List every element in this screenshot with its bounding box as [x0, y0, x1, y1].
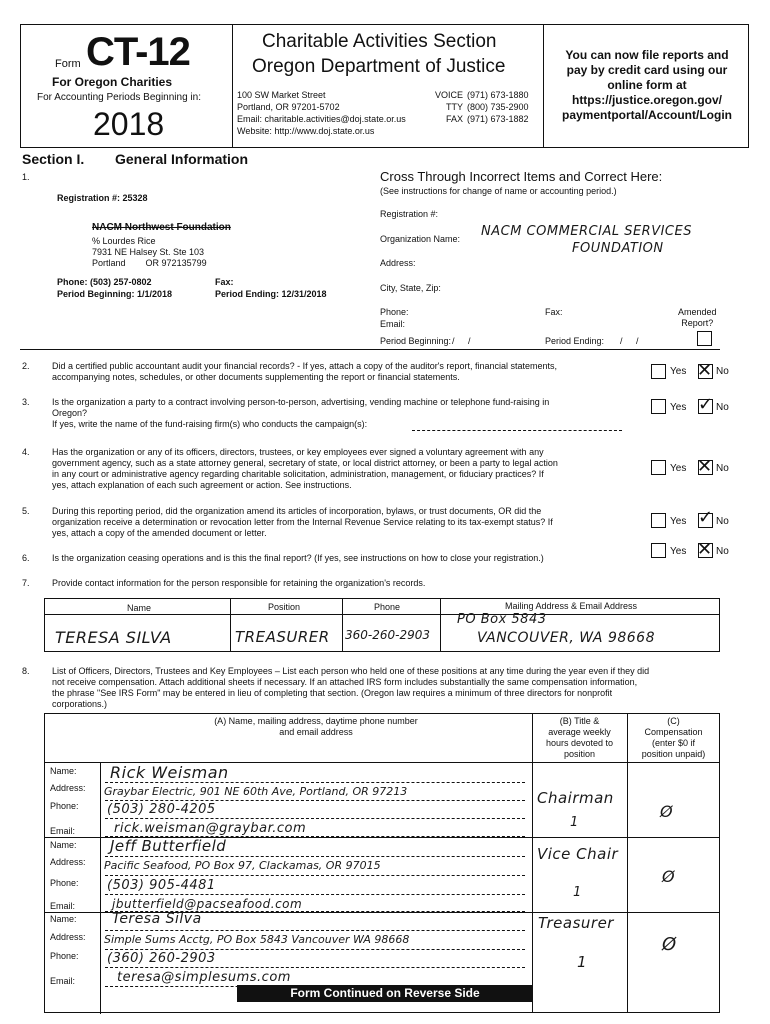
q2-yes-checkbox[interactable]: [651, 364, 666, 379]
section1-divider: [20, 349, 720, 350]
q2-yes-label: Yes: [670, 366, 687, 377]
cross-through-title: Cross Through Incorrect Items and Correct Here:: [380, 169, 663, 184]
q4-number: 4.: [22, 447, 30, 457]
q3-number: 3.: [22, 397, 30, 407]
correction-phone-label: Phone:: [380, 307, 409, 317]
q6-no-check-mark: ✕: [697, 539, 713, 560]
officer1-address[interactable]: Graybar Electric, 901 NE 60th Ave, Portland, OR 97213: [104, 785, 408, 798]
item-1-number: 1.: [22, 172, 30, 182]
records-table-col-2: [342, 598, 343, 652]
registration-number: Registration #: 25328: [57, 193, 148, 203]
contact-numbers: (971) 673-1880 (800) 735-2900 (971) 673-1882: [467, 90, 529, 124]
officer1-phone-line: [105, 818, 525, 819]
officer2-title[interactable]: Vice Chair: [537, 845, 619, 863]
department-title: Oregon Department of Justice: [252, 56, 506, 77]
period-begin-slash-1: /: [452, 336, 455, 346]
q7-text: Provide contact information for the person responsible for retaining the organization's records.: [52, 578, 426, 588]
officer2-email[interactable]: jbutterfield@pacseafood.com: [112, 897, 303, 911]
q3-text: Is the organization a party to a contract involving person-to-person, advertising, vending machine or telephone fund-raising in Oregon? If yes, write the name of the fund-raising firm(s) who conducts the campaign(s):: [52, 397, 550, 429]
header-divider-2: [543, 24, 544, 148]
officer2-phone-line: [105, 894, 525, 895]
q5-no-label: No: [716, 516, 729, 527]
officer1-address-line: [105, 800, 525, 801]
officer1-name-label: Name:: [50, 766, 77, 776]
section-title: Charitable Activities Section: [262, 31, 497, 52]
correction-fax-label: Fax:: [545, 307, 563, 317]
records-header-name: Name: [127, 603, 152, 613]
correction-org-name-line2[interactable]: FOUNDATION: [572, 241, 664, 256]
officer1-title[interactable]: Chairman: [537, 789, 614, 807]
col-c-header: (C) Compensation (enter $0 if position unpaid): [641, 716, 706, 759]
header-divider-1: [232, 24, 233, 148]
officer3-title[interactable]: Treasurer: [538, 914, 614, 932]
online-filing-notice: You can now file reports and pay by credit card using our online form at https://justice.oregon.gov/ paymentportal/Account/Login: [547, 48, 747, 123]
correction-registration-label: Registration #:: [380, 209, 439, 219]
q8-number: 8.: [22, 666, 30, 676]
officer1-name[interactable]: Rick Weisman: [110, 763, 229, 782]
correction-email-label: Email:: [380, 319, 406, 329]
officer3-hours[interactable]: 1: [577, 953, 588, 971]
officer1-phone-label: Phone:: [50, 801, 79, 811]
records-table-col-3: [440, 598, 441, 652]
officer1-email-label: Email:: [50, 826, 76, 836]
officer2-name[interactable]: Jeff Butterfield: [110, 837, 227, 855]
q6-yes-label: Yes: [670, 546, 687, 557]
officer3-compensation[interactable]: Ø: [662, 934, 677, 955]
records-header-address: Mailing Address & Email Address: [505, 601, 638, 611]
officer3-phone[interactable]: (360) 260-2903: [107, 951, 216, 966]
officer1-name-line: [105, 782, 525, 783]
continued-banner: Form Continued on Reverse Side: [237, 985, 533, 1002]
amended-report-label: Amended Report?: [678, 307, 717, 328]
q7-number: 7.: [22, 578, 30, 588]
section-label: Section I.: [22, 151, 85, 167]
officer1-compensation[interactable]: Ø: [660, 802, 674, 821]
cross-through-subtitle: (See instructions for change of name or accounting period.): [380, 186, 617, 196]
q4-no-label: No: [716, 463, 729, 474]
form-year: 2018: [93, 106, 165, 142]
officer2-hours[interactable]: 1: [573, 885, 582, 900]
period-end-slash-2: /: [636, 336, 639, 346]
correction-period-begin-label: Period Beginning:: [380, 336, 452, 346]
amended-report-checkbox[interactable]: [697, 331, 712, 346]
officer3-name-line: [105, 930, 525, 931]
officer3-name-label: Name:: [50, 914, 77, 924]
officer3-address-line: [105, 949, 525, 950]
q3-fundraising-firm-line[interactable]: [412, 430, 622, 431]
accounting-periods-label: For Accounting Periods Beginning in:: [37, 92, 201, 103]
correction-period-end-label: Period Ending:: [545, 336, 605, 346]
correction-org-name-label: Organization Name:: [380, 234, 461, 244]
online-filing-link[interactable]: https://justice.oregon.gov/: [571, 93, 722, 107]
records-contact-position[interactable]: TREASURER: [235, 628, 330, 646]
q5-yes-label: Yes: [670, 516, 687, 527]
q4-yes-checkbox[interactable]: [651, 460, 666, 475]
q5-no-check-mark: ✓: [698, 507, 714, 528]
officer2-name-label: Name:: [50, 840, 77, 850]
officer2-phone-label: Phone:: [50, 878, 79, 888]
q2-text: Did a certified public accountant audit your financial records? - If yes, attach a copy of the auditor's report, financial statements, accompanying notes, schedules, or other documents supplementing the report or financial statements.: [52, 361, 557, 382]
q3-no-check-mark: ✓: [698, 394, 714, 415]
q6-no-label: No: [716, 546, 729, 557]
section-heading: General Information: [115, 151, 249, 167]
q6-yes-checkbox[interactable]: [651, 543, 666, 558]
q3-yes-label: Yes: [670, 402, 687, 413]
records-contact-name[interactable]: TERESA SILVA: [55, 628, 172, 647]
officer2-address[interactable]: Pacific Seafood, PO Box 97, Clackamas, OR 97015: [104, 859, 381, 872]
officer3-email-label: Email:: [50, 976, 76, 986]
q2-no-label: No: [716, 366, 729, 377]
org-name-crossed: NACM Northwest Foundation: [92, 222, 231, 233]
q2-number: 2.: [22, 361, 30, 371]
doj-address: 100 SW Market Street Portland, OR 97201-5702 Email: charitable.activities@doj.state.or.us Website: http://www.doj.state.or.us: [237, 90, 406, 136]
records-table-col-1: [230, 598, 231, 652]
officer3-address-label: Address:: [50, 932, 86, 942]
officer3-address[interactable]: Simple Sums Acctg, PO Box 5843 Vancouver WA 98668: [104, 933, 410, 946]
q5-text: During this reporting period, did the organization amend its articles of incorporation, bylaws, or trust documents, OR did the organization receive a determination or revocation letter from the Internal Revenue Service relating to its tax-exempt status? If yes, attach a copy of the amended document or letter.: [52, 506, 553, 538]
form-code: CT-12: [86, 30, 190, 74]
officer3-email[interactable]: teresa@simplesums.com: [117, 970, 291, 985]
records-contact-address-2[interactable]: VANCOUVER, WA 98668: [477, 630, 655, 646]
records-header-phone: Phone: [374, 602, 401, 612]
correction-address-label: Address:: [380, 258, 416, 268]
q4-text: Has the organization or any of its officers, directors, trustees, or key employees ever signed a voluntary agreement with any government agency, such as a state attorney general, secretary of state, or local district attorney, or been a party to legal action in any court or administrative agency regarding charitable solicitation, administration, management, or fiduciary practices? If yes, attach explanation of each such agreement or action. See instructions.: [52, 447, 558, 490]
q2-no-check-mark: ✕: [697, 360, 713, 381]
officer1-hours[interactable]: 1: [570, 815, 579, 830]
q5-yes-checkbox[interactable]: [651, 513, 666, 528]
q3-yes-checkbox[interactable]: [651, 399, 666, 414]
q5-number: 5.: [22, 506, 30, 516]
for-oregon-charities: For Oregon Charities: [52, 75, 173, 89]
q4-no-check-mark: ✕: [697, 456, 713, 477]
records-contact-address-1[interactable]: PO Box 5843: [457, 612, 547, 627]
records-header-position: Position: [268, 602, 301, 612]
col-b-header: (B) Title & average weekly hours devoted to position: [545, 716, 614, 759]
officer1-email[interactable]: rick.weisman@graybar.com: [114, 821, 307, 836]
officer2-email-label: Email:: [50, 901, 76, 911]
records-contact-phone[interactable]: 360-260-2903: [345, 628, 431, 642]
period-end-slash-1: /: [620, 336, 623, 346]
period-begin-slash-2: /: [468, 336, 471, 346]
contact-labels: VOICE TTY FAX: [434, 90, 463, 124]
form-word: Form: [55, 58, 81, 70]
officer2-phone[interactable]: (503) 905-4481: [107, 878, 216, 893]
org-fax-period-end: Fax: Period Ending: 12/31/2018: [215, 277, 327, 299]
officer3-phone-line: [105, 967, 525, 968]
q6-number: 6.: [22, 553, 30, 563]
officer3-name[interactable]: Teresa Silva: [112, 911, 202, 927]
correction-org-name-line1[interactable]: NACM COMMERCIAL SERVICES: [481, 224, 692, 239]
officer2-name-line: [105, 856, 525, 857]
correction-city-label: City, State, Zip:: [380, 283, 441, 293]
org-address: % Lourdes Rice 7931 NE Halsey St. Ste 103 Portland OR 972135799: [92, 236, 207, 268]
q8-text: List of Officers, Directors, Trustees and Key Employees – List each person who held one of these positions at any time during the year even if they did not receive compensation. Attach additional sheets if necessary. If an attached IRS form includes substantially the same compensation information, the phrase "See IRS Form" may be entered in lieu of completing that section. (Oregon law requires a minimum of three directors for nonprofit corporations.): [52, 666, 650, 709]
officer2-address-label: Address:: [50, 857, 86, 867]
officers-table-label-col: [100, 762, 101, 1014]
q6-text: Is the organization ceasing operations and is this the final report? (If yes, see instructions on how to close your registration.): [52, 553, 544, 563]
officer2-compensation[interactable]: Ø: [662, 867, 676, 886]
col-a-header: (A) Name, mailing address, daytime phone number and email address: [214, 716, 418, 737]
q4-yes-label: Yes: [670, 463, 687, 474]
officer1-address-label: Address:: [50, 783, 86, 793]
records-table-header-line: [44, 614, 720, 615]
officer3-phone-label: Phone:: [50, 951, 79, 961]
officer1-phone[interactable]: (503) 280-4205: [107, 802, 216, 817]
q3-no-label: No: [716, 402, 729, 413]
org-phone-period-begin: Phone: (503) 257-0802 Period Beginning: 1/1/2018: [57, 277, 173, 299]
officer2-address-line: [105, 875, 525, 876]
